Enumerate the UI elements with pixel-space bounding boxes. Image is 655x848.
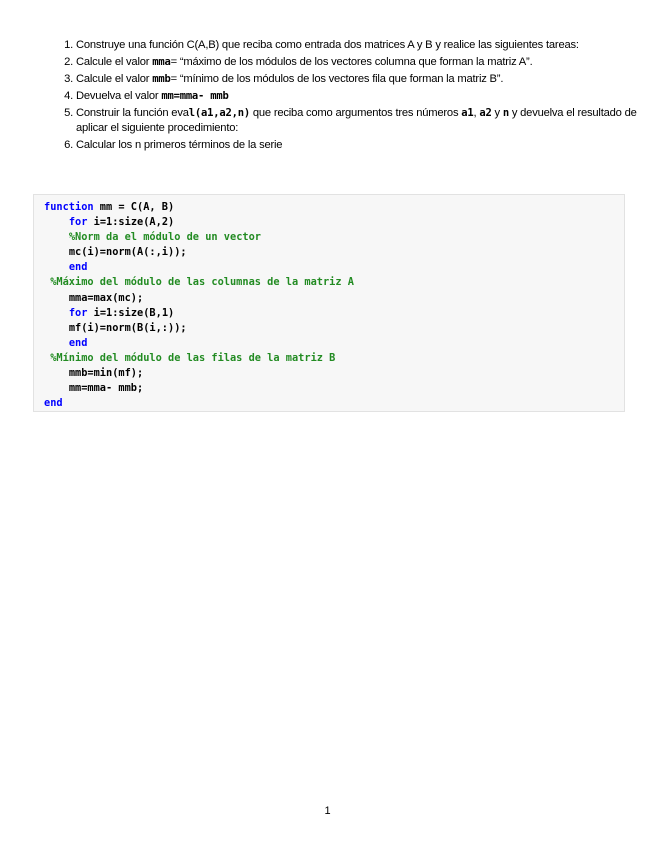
task-item-6 bbox=[76, 138, 655, 153]
code-text: i=1:size(A,2) bbox=[87, 216, 175, 229]
code-keyword: end bbox=[44, 397, 63, 410]
task-text: Devuelva el valor bbox=[76, 90, 162, 102]
inline-code: mmb bbox=[152, 73, 171, 85]
task-text: , bbox=[473, 107, 480, 119]
code-keyword: end bbox=[68, 261, 88, 274]
task-text: Calcule el valor bbox=[76, 56, 153, 68]
task-item-1 bbox=[76, 38, 655, 53]
task-item-2 bbox=[76, 55, 655, 70]
task-text: Construye una función C(A,B) que reciba como entrada dos matrices A y B y realice las siguientes tareas: bbox=[76, 39, 579, 51]
code-text: mf(i)=norm(B(i,:)); bbox=[68, 321, 187, 334]
inline-code: mma bbox=[152, 56, 171, 68]
task-text: y devuelva el resultado de aplicar el siguiente procedimiento: bbox=[76, 107, 637, 134]
code-listing bbox=[44, 200, 624, 411]
code-text: i=1:size(B,1) bbox=[87, 306, 175, 319]
task-item-4 bbox=[76, 89, 655, 104]
code-text: mma=max(mc); bbox=[68, 291, 144, 304]
task-item-5 bbox=[76, 106, 655, 136]
code-comment: %Norm da el módulo de un vector bbox=[68, 231, 261, 244]
inline-code: a1 bbox=[461, 107, 474, 119]
code-text: mm=mma- mmb; bbox=[68, 382, 144, 395]
code-keyword: for bbox=[68, 306, 88, 319]
inline-code: l(a1,a2,n) bbox=[188, 107, 250, 119]
code-block bbox=[33, 194, 625, 412]
task-text: = “mínimo de los módulos de los vectores fila que forman la matriz B”. bbox=[170, 73, 504, 85]
task-text: y bbox=[491, 107, 503, 119]
inline-code: mm=mma- mmb bbox=[161, 90, 229, 102]
task-text: Calcule el valor bbox=[76, 73, 153, 85]
code-comment: %Mínimo del módulo de las filas de la matriz B bbox=[50, 351, 336, 364]
code-text: mmb=min(mf); bbox=[68, 367, 144, 380]
code-keyword: end bbox=[68, 336, 88, 349]
inline-code: n bbox=[502, 107, 509, 119]
task-list bbox=[48, 38, 655, 155]
code-text: mm = C(A, B) bbox=[93, 201, 175, 213]
task-text: Construir la función eva bbox=[76, 107, 189, 119]
task-text: = “máximo de los módulos de los vectores columna que forman la matriz A”. bbox=[170, 56, 533, 68]
task-text: Calcular los n primeros términos de la serie bbox=[76, 139, 283, 151]
code-comment: %Máximo del módulo de las columnas de la matriz A bbox=[50, 276, 354, 289]
code-keyword: for bbox=[68, 216, 88, 229]
code-keyword: function bbox=[44, 201, 94, 213]
inline-code: a2 bbox=[479, 107, 492, 119]
task-text: que reciba como argumentos tres números bbox=[249, 107, 462, 119]
page-number: 1 bbox=[324, 805, 331, 817]
task-item-3 bbox=[76, 72, 655, 87]
code-text: mc(i)=norm(A(:,i)); bbox=[68, 246, 187, 259]
